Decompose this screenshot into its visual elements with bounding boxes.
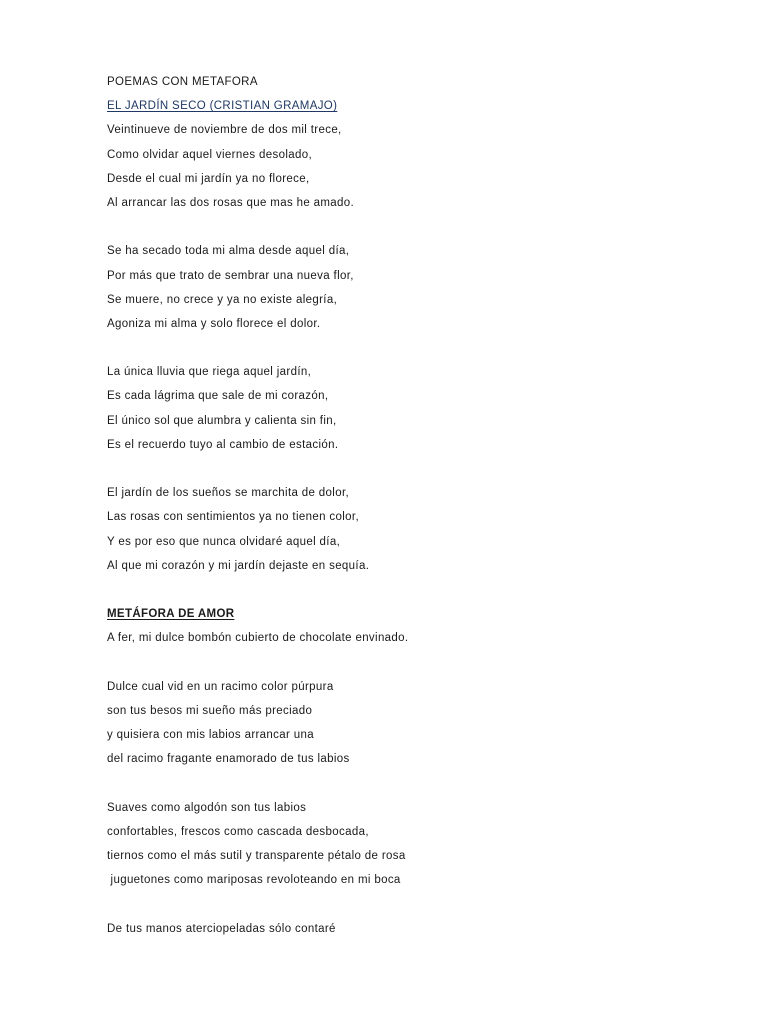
poem-line: Veintinueve de noviembre de dos mil trece,: [107, 124, 342, 137]
poem-stanza: [107, 675, 727, 772]
poem-line: Al que mi corazón y mi jardín dejaste en sequía.: [107, 559, 370, 572]
document-header: POEMAS CON METAFORA: [107, 76, 258, 88]
poem-title: METÁFORA DE AMOR: [107, 608, 235, 621]
poem-line: juguetones como mariposas revoloteando en mi boca: [107, 874, 401, 887]
stanza-spacer: [107, 457, 727, 481]
poem-line: del racimo fragante enamorado de tus labios: [107, 753, 350, 766]
poem-line: y quisiera con mis labios arrancar una: [107, 729, 314, 742]
poem-line: Como olvidar aquel viernes desolado,: [107, 148, 313, 161]
poem-line: Al arrancar las dos rosas que mas he amado.: [107, 196, 355, 209]
stanza-spacer: [107, 651, 727, 675]
poem-stanza: [107, 360, 727, 457]
poem-line: Las rosas con sentimientos ya no tienen color,: [107, 511, 359, 524]
poem-stanza: [107, 481, 727, 578]
poem-line: Y es por eso que nunca olvidaré aquel día,: [107, 535, 341, 548]
poem-stanza: [107, 796, 727, 893]
stanza-spacer: [107, 336, 727, 360]
poem-line: El jardín de los sueños se marchita de dolor,: [107, 487, 350, 500]
poem-title: EL JARDÍN SECO (CRISTIAN GRAMAJO): [107, 100, 338, 113]
poem-line: De tus manos aterciopeladas sólo contaré: [107, 922, 336, 935]
poem-line: son tus besos mi sueño más preciado: [107, 704, 313, 717]
poem-line: Se ha secado toda mi alma desde aquel día,: [107, 245, 350, 258]
poem-line: La única lluvia que riega aquel jardín,: [107, 366, 312, 379]
stanza-spacer: [107, 892, 727, 916]
poem-line: Es el recuerdo tuyo al cambio de estación.: [107, 438, 339, 451]
poem-line: Suaves como algodón son tus labios: [107, 801, 307, 814]
poem-line: Desde el cual mi jardín ya no florece,: [107, 172, 310, 185]
poem-line: Se muere, no crece y ya no existe alegría,: [107, 293, 338, 306]
stanza-spacer: [107, 578, 727, 602]
stanza-spacer: [107, 215, 727, 239]
stanza-spacer: [107, 771, 727, 795]
poem-stanza: [107, 239, 727, 336]
poem-dedication: A fer, mi dulce bombón cubierto de chocolate envinado.: [107, 632, 409, 645]
poem-line: tiernos como el más sutil y transparente pétalo de rosa: [107, 850, 406, 862]
poem-line: Dulce cual vid en un racimo color púrpura: [107, 680, 334, 693]
document-page: [107, 70, 727, 941]
poem-line: Es cada lágrima que sale de mi corazón,: [107, 390, 329, 403]
poem-stanza: [107, 118, 727, 215]
poem-line: confortables, frescos como cascada desbocada,: [107, 825, 369, 838]
poem-stanza: [107, 917, 727, 941]
poem-line: Agoniza mi alma y solo florece el dolor.: [107, 317, 321, 330]
poem-line: El único sol que alumbra y calienta sin fin,: [107, 414, 337, 427]
poem-line: Por más que trato de sembrar una nueva flor,: [107, 269, 354, 282]
